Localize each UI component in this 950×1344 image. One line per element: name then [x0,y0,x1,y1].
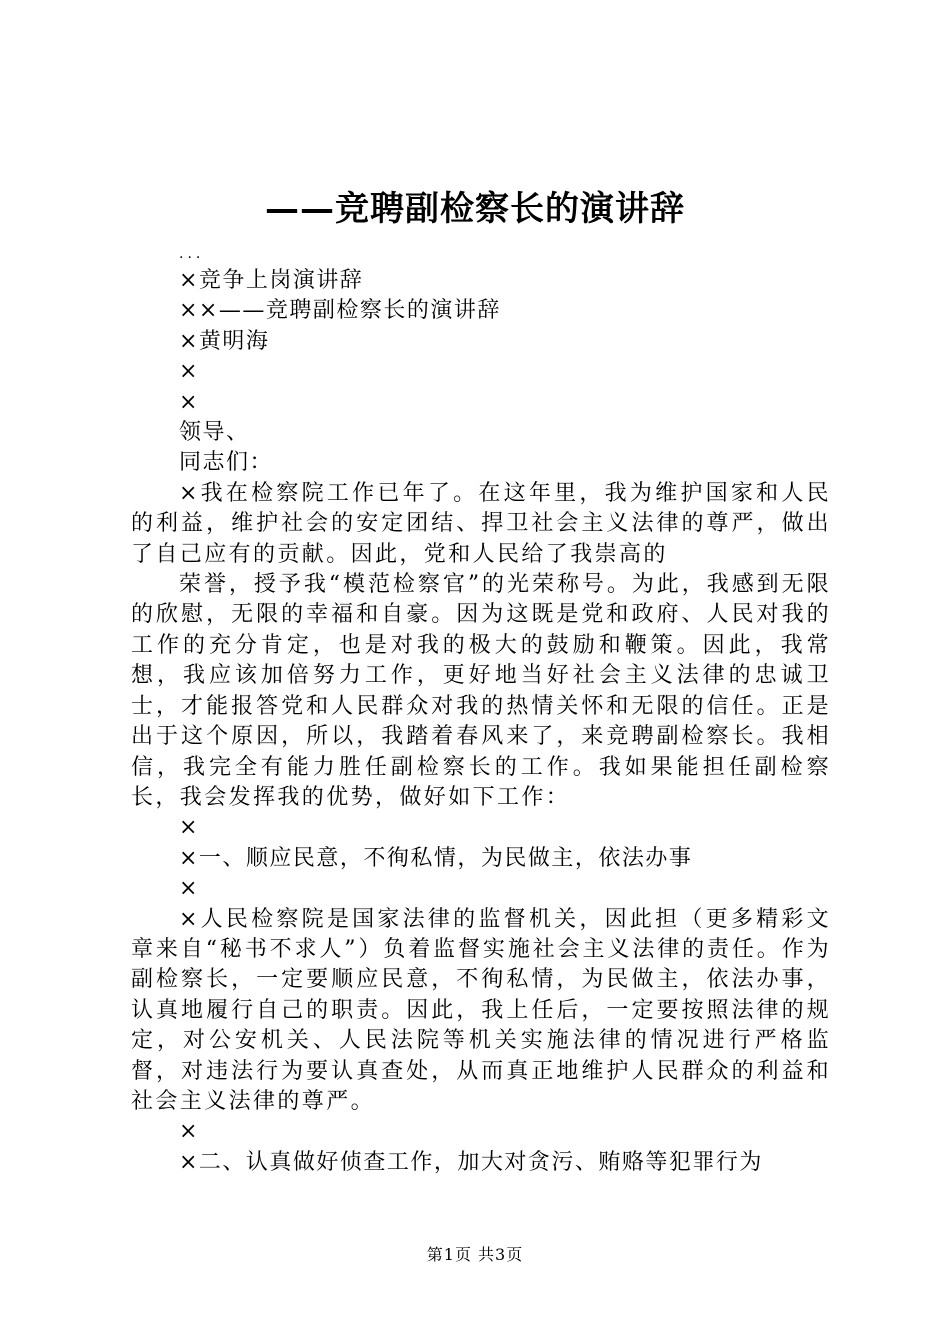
document-title: ——竞聘副检察长的演讲辞 [265,189,685,229]
header-line: ×黄明海 [179,328,270,354]
separator-mark: × [179,1119,199,1145]
header-line: ×竞争上岗演讲辞 [179,268,364,293]
header-line: × [179,389,199,415]
header-line: × [179,359,199,385]
section-heading: ×一、顺应民意，不徇私情，为民做主，依法办事 [179,845,693,871]
body-paragraph: ×我在检察院工作已年了。在这年里，我为维护国家和人民的利益，维护社会的安定团结、捍卫社会主义法律的尊严，做出了自己应有的贡献。因此，党和人民给了我崇高的 [131,480,831,567]
salutation-comrades: 同志们： [179,450,274,476]
salutation-leaders: 领导、 [179,420,250,446]
separator-mark: × [179,815,199,841]
header-line: ××——竞聘副检察长的演讲辞 [179,298,501,324]
body-paragraph: ×人民检察院是国家法律的监督机关，因此担（更多精彩文章来自“秘书不求人”）负着监督实施社会主义法律的责任。作为副检察长，一定要顺应民意，不徇私情，为民做主，依法办事，认真地履行自己的职责。因此，我上任后，一定要按照法律的规定，对公安机关、人民法院等机关实施法律的情况进行严格监督，对违法行为要认真查处，从而真正地维护人民群众的利益和社会主义法律的尊严。 [131,906,831,1114]
page-footer: 第1页 共3页 [426,1245,524,1264]
ellipsis-marker: ... [179,246,205,262]
document-body [131,244,831,1178]
separator-mark: × [179,876,199,902]
section-heading: ×二、认真做好侦查工作，加大对贪污、贿赂等犯罪行为 [179,1149,763,1175]
body-paragraph: 荣誉，授予我“模范检察官”的光荣称号。为此，我感到无限的欣慰，无限的幸福和自豪。因为这既是党和政府、人民对我的工作的充分肯定，也是对我的极大的鼓励和鞭策。因此，我常想，我应该加倍努力工作，更好地当好社会主义法律的忠诚卫士，才能报答党和人民群众对我的热情关怀和无限的信任。正是出于这个原因，所以，我踏着春风来了，来竞聘副检察长。我相信，我完全有能力胜任副检察长的工作。我如果能担任副检察长，我会发挥我的优势，做好如下工作： [131,572,831,810]
